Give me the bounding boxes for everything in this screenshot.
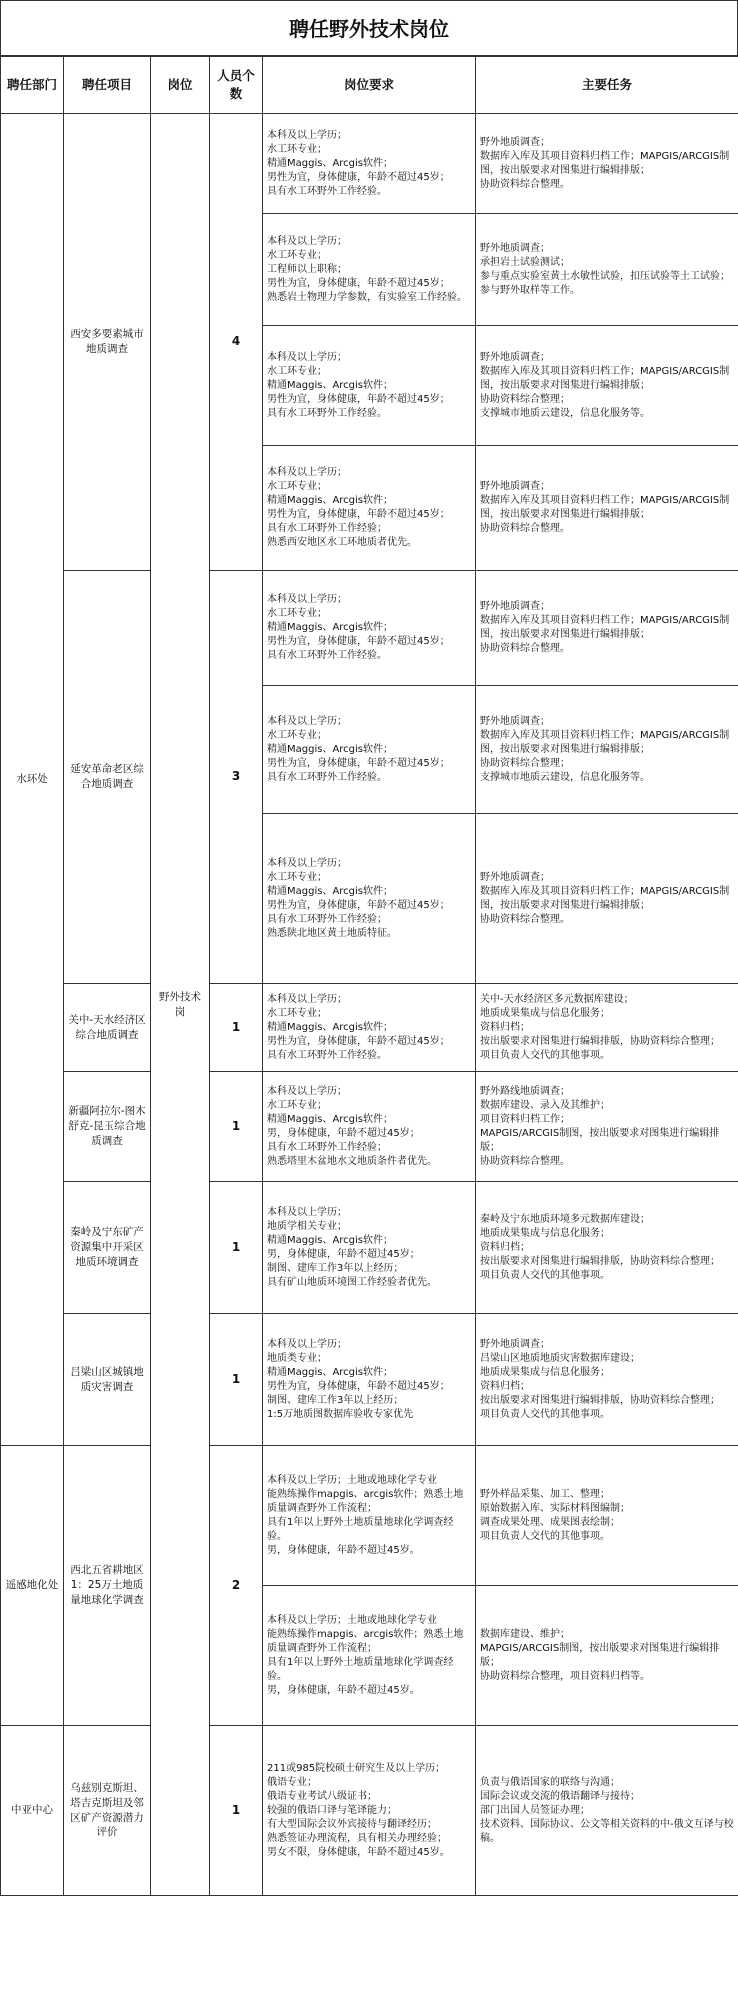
header-requirements: 岗位要求 xyxy=(263,57,476,114)
project-cell: 西安多要素城市地质调查 xyxy=(64,114,151,571)
table-row xyxy=(1,984,738,1072)
requirements-cell: 本科及以上学历； 水工环专业； 精通Maggis、Arcgis软件； 男性为宜，身体健康，年龄不超过45岁； 具有水工环野外工作经验。 xyxy=(263,686,476,814)
requirements-cell: 本科及以上学历；土地或地球化学专业 能熟练操作mapgis、arcgis软件；熟悉土地质量调查野外工作流程； 具有1年以上野外土地质量地球化学调查经验。 男，身体健康，年龄不超过45岁。 xyxy=(263,1586,476,1726)
count-cell: 1 xyxy=(210,1182,263,1314)
requirements-cell: 本科及以上学历； 水工环专业； 精通Maggis、Arcgis软件； 男性为宜，身体健康，年龄不超过45岁； 具有水工环野外工作经验。 xyxy=(263,326,476,446)
table-row xyxy=(1,114,738,214)
table-row xyxy=(1,1182,738,1314)
job-table xyxy=(0,56,738,1896)
page-title: 聘任野外技术岗位 xyxy=(0,0,738,56)
table-row xyxy=(1,1072,738,1182)
project-cell: 秦岭及宁东矿产资源集中开采区地质环境调查 xyxy=(64,1182,151,1314)
requirements-cell: 本科及以上学历； 水工环专业； 精通Maggis、Arcgis软件； 男性为宜，身体健康，年龄不超过45岁； 具有水工环野外工作经验。 xyxy=(263,984,476,1072)
requirements-cell: 本科及以上学历； 水工环专业； 精通Maggis、Arcgis软件； 男，身体健康，年龄不超过45岁； 具有水工环野外工作经验； 熟悉塔里木盆地水文地质条件者优先。 xyxy=(263,1072,476,1182)
count-cell: 1 xyxy=(210,984,263,1072)
count-cell: 1 xyxy=(210,1072,263,1182)
requirements-cell: 本科及以上学历； 水工环专业； 精通Maggis、Arcgis软件； 男性为宜，身体健康，年龄不超过45岁； 具有水工环野外工作经验； 熟悉西安地区水工环地质者优先。 xyxy=(263,446,476,571)
department-cell: 中亚中心 xyxy=(1,1726,64,1896)
project-cell: 吕梁山区城镇地质灾害调查 xyxy=(64,1314,151,1446)
table-row xyxy=(1,1446,738,1586)
tasks-cell: 野外地质调查； 承担岩土试验测试； 参与重点实验室黄土水敏性试验，扣压试验等土工试验； 参与野外取样等工作。 xyxy=(476,214,738,326)
header-row xyxy=(1,57,738,114)
tasks-cell: 野外地质调查； 吕梁山区地质地质灾害数据库建设； 地质成果集成与信息化服务； 资料归档； 按出版要求对图集进行编辑排版，协助资料综合整理； 项目负责人交代的其他事项。 xyxy=(476,1314,738,1446)
requirements-cell: 本科及以上学历； 地质类专业； 精通Maggis、Arcgis软件； 男性为宜，身体健康，年龄不超过45岁； 制图、建库工作3年以上经历； 1:5万地质图数据库验收专家优先 xyxy=(263,1314,476,1446)
header-department: 聘任部门 xyxy=(1,57,64,114)
count-cell: 3 xyxy=(210,571,263,984)
tasks-cell: 秦岭及宁东地质环境多元数据库建设； 地质成果集成与信息化服务； 资料归档； 按出版要求对图集进行编辑排版，协助资料综合整理； 项目负责人交代的其他事项。 xyxy=(476,1182,738,1314)
project-cell: 西北五省耕地区1：25万土地质量地球化学调查 xyxy=(64,1446,151,1726)
tasks-cell: 野外地质调查； 数据库入库及其项目资料归档工作；MAPGIS/ARCGIS制图，按出版要求对图集进行编辑排版； 协助资料综合整理。 xyxy=(476,446,738,571)
tasks-cell: 关中-天水经济区多元数据库建设； 地质成果集成与信息化服务； 资料归档； 按出版要求对图集进行编辑排版，协助资料综合整理； 项目负责人交代的其他事项。 xyxy=(476,984,738,1072)
tasks-cell: 野外路线地质调查； 数据库建设、录入及其维护； 项目资料归档工作； MAPGIS/ARCGIS制图，按出版要求对图集进行编辑排版； 协助资料综合整理。 xyxy=(476,1072,738,1182)
count-cell: 1 xyxy=(210,1726,263,1896)
header-count: 人员个数 xyxy=(210,57,263,114)
project-cell: 延安革命老区综合地质调查 xyxy=(64,571,151,984)
header-post: 岗位 xyxy=(151,57,210,114)
project-cell: 关中-天水经济区综合地质调查 xyxy=(64,984,151,1072)
header-project: 聘任项目 xyxy=(64,57,151,114)
requirements-cell: 本科及以上学历； 水工环专业； 精通Maggis、Arcgis软件； 男性为宜，身体健康，年龄不超过45岁； 具有水工环野外工作经验； 熟悉陕北地区黄土地质特征。 xyxy=(263,814,476,984)
table-row xyxy=(1,1726,738,1896)
tasks-cell: 野外样品采集、加工、整理； 原始数据入库、实际材料图编制； 调查成果处理、成果图表绘制； 项目负责人交代的其他事项。 xyxy=(476,1446,738,1586)
tasks-cell: 负责与俄语国家的联络与沟通； 国际会议或交流的俄语翻译与接待； 部门出国人员签证办理； 技术资料、国际协议、公文等相关资料的中-俄文互译与校稿。 xyxy=(476,1726,738,1896)
requirements-cell: 本科及以上学历； 地质学相关专业； 精通Maggis、Arcgis软件； 男，身体健康，年龄不超过45岁； 制图、建库工作3年以上经历； 具有矿山地质环境图工作经验者优先。 xyxy=(263,1182,476,1314)
project-cell: 乌兹别克斯坦、塔吉克斯坦及邻区矿产资源潜力评价 xyxy=(64,1726,151,1896)
tasks-cell: 野外地质调查； 数据库入库及其项目资料归档工作；MAPGIS/ARCGIS制图，按出版要求对图集进行编辑排版； 协助资料综合整理； 支撑城市地质云建设，信息化服务等。 xyxy=(476,686,738,814)
department-cell: 水环处 xyxy=(1,114,64,1446)
requirements-cell: 本科及以上学历； 水工环专业； 工程师以上职称； 男性为宜，身体健康，年龄不超过45岁； 熟悉岩土物理力学参数，有实验室工作经验。 xyxy=(263,214,476,326)
requirements-cell: 本科及以上学历； 水工环专业； 精通Maggis、Arcgis软件； 男性为宜，身体健康，年龄不超过45岁； 具有水工环野外工作经验。 xyxy=(263,114,476,214)
project-cell: 新疆阿拉尔-图木舒克-昆玉综合地质调查 xyxy=(64,1072,151,1182)
post-cell: 野外技术岗 xyxy=(151,114,210,1896)
table-row xyxy=(1,571,738,686)
header-tasks: 主要任务 xyxy=(476,57,738,114)
count-cell: 1 xyxy=(210,1314,263,1446)
tasks-cell: 野外地质调查； 数据库入库及其项目资料归档工作；MAPGIS/ARCGIS制图，按出版要求对图集进行编辑排版； 协助资料综合整理。 xyxy=(476,814,738,984)
count-cell: 2 xyxy=(210,1446,263,1726)
requirements-cell: 本科及以上学历；土地或地球化学专业 能熟练操作mapgis、arcgis软件；熟悉土地质量调查野外工作流程； 具有1年以上野外土地质量地球化学调查经验。 男，身体健康，年龄不超过45岁。 xyxy=(263,1446,476,1586)
tasks-cell: 野外地质调查； 数据库入库及其项目资料归档工作；MAPGIS/ARCGIS制图，按出版要求对图集进行编辑排版； 协助资料综合整理。 xyxy=(476,571,738,686)
count-cell: 4 xyxy=(210,114,263,571)
table-row xyxy=(1,1314,738,1446)
tasks-cell: 数据库建设、维护； MAPGIS/ARCGIS制图，按出版要求对图集进行编辑排版； 协助资料综合整理，项目资料归档等。 xyxy=(476,1586,738,1726)
tasks-cell: 野外地质调查； 数据库入库及其项目资料归档工作；MAPGIS/ARCGIS制图，按出版要求对图集进行编辑排版； 协助资料综合整理； 支撑城市地质云建设，信息化服务等。 xyxy=(476,326,738,446)
requirements-cell: 本科及以上学历； 水工环专业； 精通Maggis、Arcgis软件； 男性为宜，身体健康，年龄不超过45岁； 具有水工环野外工作经验。 xyxy=(263,571,476,686)
tasks-cell: 野外地质调查； 数据库入库及其项目资料归档工作；MAPGIS/ARCGIS制图，按出版要求对图集进行编辑排版； 协助资料综合整理。 xyxy=(476,114,738,214)
department-cell: 遥感地化处 xyxy=(1,1446,64,1726)
requirements-cell: 211或985院校硕士研究生及以上学历； 俄语专业； 俄语专业考试八级证书； 较强的俄语口译与笔译能力； 有大型国际会议外宾接待与翻译经历； 熟悉签证办理流程，具有相关办理经验； 男女不限，身体健康，年龄不超过45岁。 xyxy=(263,1726,476,1896)
